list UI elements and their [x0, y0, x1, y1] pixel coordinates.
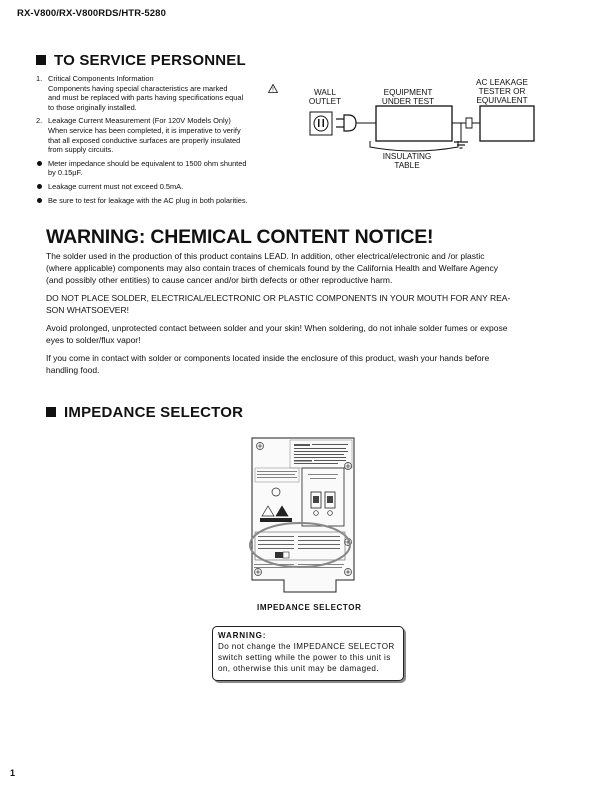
insulating-table-label: INSULATING TABLE — [382, 152, 432, 170]
list-item: Leakage current must not exceed 0.5mA. — [36, 182, 280, 192]
tester-label: AC LEAKAGE TESTER OR EQUIVALENT — [476, 78, 528, 105]
list-item: Meter impedance should be equivalent to 1500 ohm shunted by 0.15µF. — [36, 159, 280, 178]
plug-icon — [336, 115, 376, 131]
chem-paragraph-4: If you come in contact with solder or components located inside the enclosure of this product, wash your hands before handling food. — [46, 353, 490, 375]
equipment-label: EQUIPMENT UNDER TEST — [381, 88, 435, 106]
section-square-icon — [36, 55, 46, 65]
impedance-caption: IMPEDANCE SELECTOR — [257, 603, 362, 612]
list-item: Be sure to test for leakage with the AC plug in both polarities. — [36, 196, 280, 206]
warning-triangle-icon — [268, 84, 278, 93]
chem-paragraph-1: The solder used in the production of this product contains LEAD. In addition, other electrical/electronic and /or plastic (where applicable) components may also contain traces of chemicals found by the California Health and Welfare Agency (and possibly other entities) to cause cancer and/or birth defects or other reproductive harm. — [46, 251, 499, 285]
service-heading: TO SERVICE PERSONNEL — [36, 52, 246, 69]
page-number: 1 — [10, 768, 16, 778]
model-header: RX-V800/RX-V800RDS/HTR-5280 — [17, 8, 166, 19]
impedance-heading: IMPEDANCE SELECTOR — [46, 404, 243, 421]
svg-text:!: ! — [272, 87, 274, 93]
bullet-icon — [37, 161, 42, 166]
service-list — [36, 74, 280, 209]
bullet-icon — [37, 184, 42, 189]
leakage-diagram — [300, 100, 590, 170]
list-item: 2. Leakage Current Measurement (For 120V Models Only) When service has been completed, it is imperative to verify that all exposed conductive surfaces are properly insulated from supply circuits. — [36, 116, 241, 155]
tester-box — [480, 106, 534, 141]
section-square-icon — [46, 407, 56, 417]
bullet-icon — [37, 198, 42, 203]
wall-outlet-label: WALL OUTLET — [308, 88, 342, 106]
equipment-box — [376, 106, 452, 141]
list-item: 1. Critical Components Information Components having special characteristics are marked ! and must be replaced with parts having specifications equal to those originally installed. — [36, 74, 280, 112]
impedance-warning-box: WARNING: Do not change the IMPEDANCE SELECTOR switch setting while the power to this unit is on, otherwise this unit may be damaged. — [212, 626, 404, 681]
critical-line: Components having special characteristics are marked ! — [48, 84, 280, 94]
insulating-table — [370, 141, 458, 151]
rear-panel-illustration — [238, 432, 368, 602]
chem-paragraph-2: DO NOT PLACE SOLDER, ELECTRICAL/ELECTRONIC OR PLASTIC COMPONENTS IN YOUR MOUTH FOR ANY REA- SON WHATSOEVER! — [46, 293, 511, 315]
wall-outlet-icon — [310, 112, 332, 135]
chemical-warning-title: WARNING: CHEMICAL CONTENT NOTICE! — [46, 226, 434, 248]
chem-paragraph-3: Avoid prolonged, unprotected contact between solder and your skin! When soldering, do not inhale solder fumes or expose eyes to solder/flux vapor! — [46, 323, 508, 345]
